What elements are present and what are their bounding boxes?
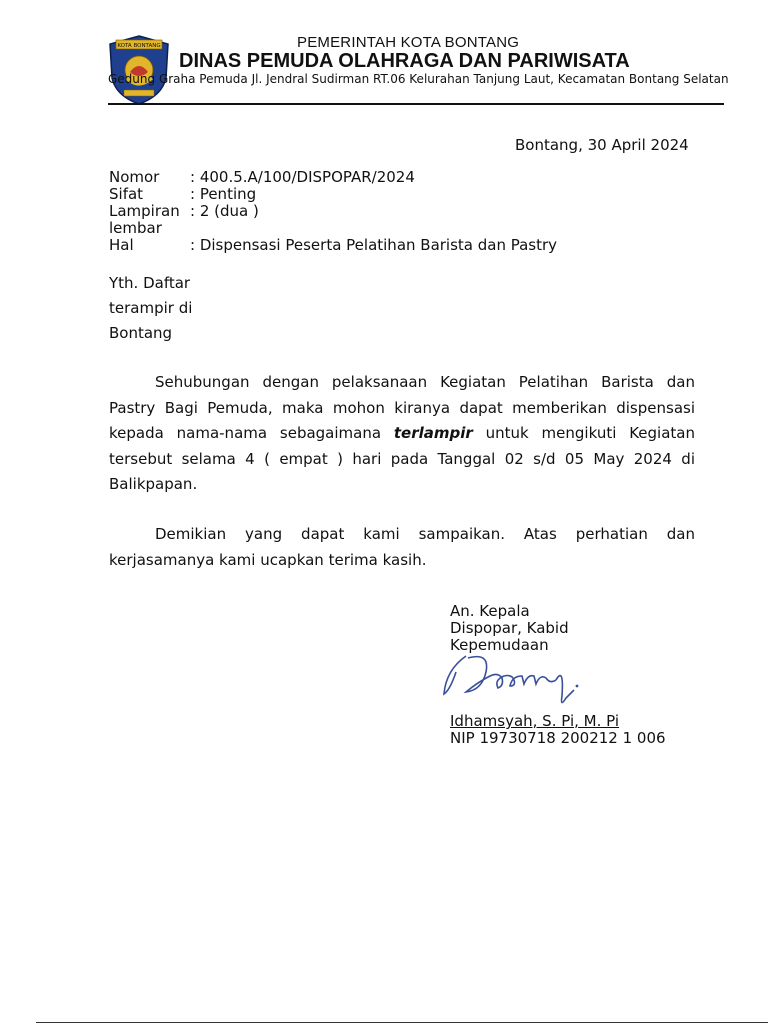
department-address: Gedung Graha Pemuda Jl. Jendral Sudirman RT.06 Kelurahan Tanjung Laut, Kecamatan Bontang Selatan <box>108 72 729 86</box>
page-bottom-border <box>36 1022 768 1023</box>
recipient-line: Yth. Daftar <box>109 274 191 292</box>
meta-value: : Dispensasi Peserta Pelatihan Barista dan Pastry <box>190 236 558 254</box>
signature-title-line: Dispopar, Kabid <box>450 619 569 637</box>
signer-name: Idhamsyah, S. Pi, M. Pi <box>450 712 620 730</box>
body-paragraph-1 <box>109 370 695 498</box>
meta-label: lembar <box>109 219 162 237</box>
signer-nip: NIP 19730718 200212 1 006 <box>450 729 666 747</box>
meta-value: : 2 (dua ) <box>190 202 259 220</box>
meta-label: Hal <box>109 236 134 254</box>
letterhead-divider <box>108 103 724 105</box>
signature-title-line: An. Kepala <box>450 602 530 620</box>
paragraph-text: untuk mengikuti Kegiatan tersebut selama 4 ( empat ) hari pada Tanggal 02 s/d 05 May 2024 di Balikpapan. <box>109 424 695 493</box>
place-date: Bontang, 30 April 2024 <box>515 136 689 154</box>
recipient-line: terampir di <box>109 299 193 317</box>
paragraph-text: Sehubungan dengan pelaksanaan Kegiatan Pelatihan Barista dan Pastry Bagi Pemuda, maka mohon kiranya dapat memberikan dispensasi kepada nama-nama sebagaimana <box>109 373 695 442</box>
department-name: DINAS PEMUDA OLAHRAGA DAN PARIWISATA <box>179 50 630 72</box>
emphasis-terlampir: terlampir <box>393 424 473 442</box>
meta-label: Lampiran <box>109 202 180 220</box>
kota-bontang-emblem <box>106 34 172 106</box>
signature-title-line: Kepemudaan <box>450 636 549 654</box>
body-paragraph-2: Demikian yang dapat kami sampaikan. Atas perhatian dan kerjasamanya kami ucapkan terima kasih. <box>109 525 695 569</box>
handwritten-signature <box>438 650 588 718</box>
emblem-banner-text: KOTA BONTANG <box>117 43 161 49</box>
meta-label: Nomor <box>109 168 160 186</box>
government-name: PEMERINTAH KOTA BONTANG <box>297 34 520 51</box>
meta-value: : Penting <box>190 185 257 203</box>
meta-label: Sifat <box>109 185 144 203</box>
signer-details <box>450 713 666 747</box>
recipient-block <box>109 271 239 346</box>
signature-title <box>450 603 569 654</box>
recipient-line: Bontang <box>109 324 173 342</box>
meta-value: : 400.5.A/100/DISPOPAR/2024 <box>190 168 415 186</box>
